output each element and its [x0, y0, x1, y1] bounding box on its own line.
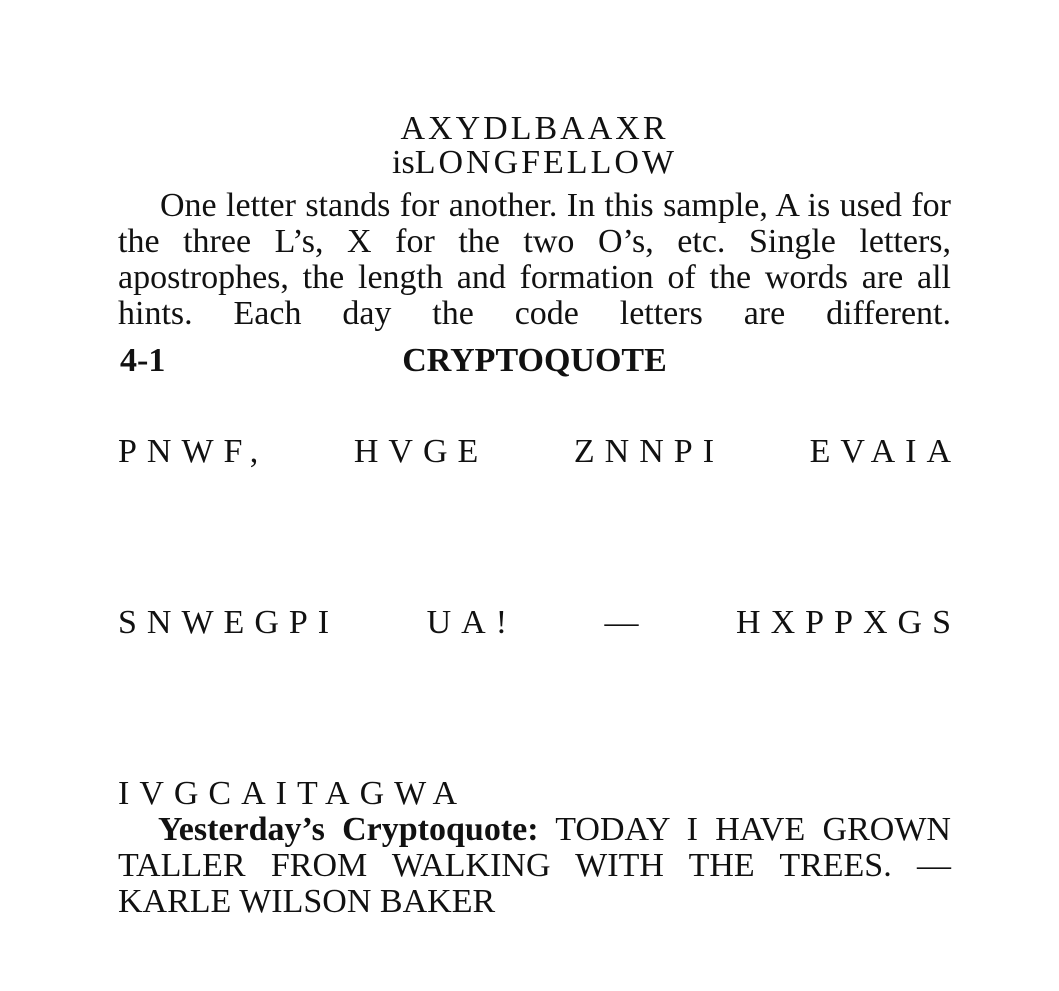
- sample-is-word: is: [392, 144, 415, 181]
- cipher-dash: —: [604, 604, 649, 641]
- cipher-word: UA!: [426, 604, 518, 641]
- instructions-paragraph: One letter stands for another. In this sample, A is used for the three L’s, X for the two O’s, etc. Single letters, apostrophes, the length and formation of the words are all hints. Each day the code letters are different.: [118, 187, 951, 332]
- sample-block: [118, 112, 951, 180]
- cipher-word: EVAIA: [809, 433, 961, 470]
- sample-plain-line: [118, 146, 951, 180]
- puzzle-heading: [118, 342, 951, 382]
- puzzle-line-2: [118, 603, 961, 643]
- sample-plain: LONGFELLOW: [414, 144, 677, 181]
- cipher-word: HVGE: [353, 433, 489, 470]
- cipher-word: HXPPXGS: [736, 604, 961, 641]
- puzzle-line-3: [118, 774, 951, 814]
- answer-text: TODAY I HAVE GROWN TALLER FROM WALKING WITH THE TREES. — KARLE WILSON BAKER: [118, 811, 951, 920]
- sample-code: AXYDLBAAXR: [400, 110, 669, 147]
- puzzle-title: CRYPTOQUOTE: [402, 342, 667, 379]
- cipher-word: IVGCAITAGWA: [118, 775, 468, 812]
- cipher-word: ZNNPI: [573, 433, 725, 470]
- yesterday-answer: [118, 812, 951, 920]
- puzzle-line-1: [118, 432, 961, 472]
- cipher-word: PNWF,: [118, 433, 269, 470]
- cipher-word: SNWEGPI: [118, 604, 340, 641]
- puzzle-number: 4-1: [120, 342, 166, 379]
- answer-label: Yesterday’s Cryptoquote:: [158, 811, 539, 848]
